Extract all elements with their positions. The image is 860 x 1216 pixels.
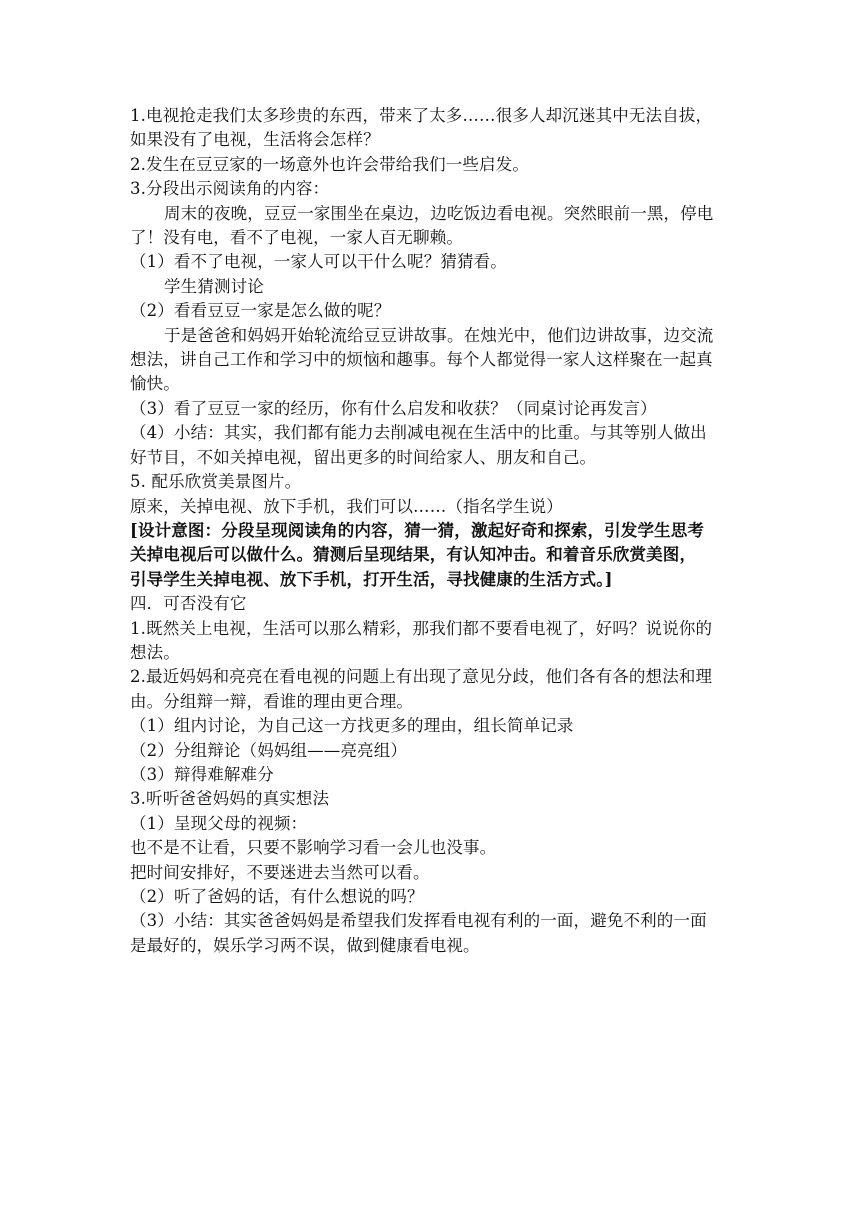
design-intent-line: 引导学生关掉电视、放下手机，打开生活，寻找健康的生活方式。] xyxy=(130,569,613,589)
text-line: （2）听了爸妈的话，有什么想说的吗？ xyxy=(130,887,424,906)
text-line: 周末的夜晚，豆豆一家围坐在桌边，边吃饭边看电视。突然眼前一黑，停电 xyxy=(164,203,714,223)
text-line: （2）分组辩论（妈妈组——亮亮组） xyxy=(130,740,408,760)
text-line: 想法。 xyxy=(130,642,180,662)
text-line: 想法，讲自己工作和学习中的烦恼和趣事。每个人都觉得一家人这样聚在一起真 xyxy=(130,350,713,370)
text-line: 5. 配乐欣赏美景图片。 xyxy=(130,472,302,492)
document-body xyxy=(130,104,740,958)
text-line: 是最好的，娱乐学习两不误，做到健康看电视。 xyxy=(130,935,480,955)
text-line: （2）看看豆豆一家是怎么做的呢？ xyxy=(130,301,391,321)
text-line: 四．可否没有它 xyxy=(130,594,247,614)
text-line: 好节目，不如关掉电视，留出更多的时间给家人、朋友和自己。 xyxy=(130,447,597,467)
text-line: 1.既然关上电视，生活可以那么精彩，那我们都不要看电视了，好吗？说说你的 xyxy=(130,618,713,638)
text-line: （4）小结：其实，我们都有能力去削减电视在生活中的比重。与其等别人做出 xyxy=(130,423,707,443)
text-line: 2.最近妈妈和亮亮在看电视的问题上有出现了意见分歧，他们各有各的想法和理 xyxy=(130,667,713,687)
text-line: 愉快。 xyxy=(130,374,180,394)
text-line: 如果没有了电视，生活将会怎样？ xyxy=(130,130,380,150)
text-line: 1.电视抢走我们太多珍贵的东西，带来了太多……很多人却沉迷其中无法自拔， xyxy=(130,106,713,125)
text-line: 学生猜测讨论 xyxy=(164,276,264,296)
text-line: （1）呈现父母的视频： xyxy=(130,813,308,833)
design-intent-line: [设计意图：分段呈现阅读角的内容，猜一猜，激起好奇和探索，引发学生思考 xyxy=(130,520,705,540)
text-line: 于是爸爸和妈妈开始轮流给豆豆讲故事。在烛光中，他们边讲故事，边交流 xyxy=(164,325,714,345)
text-line: 也不是不让看，只要不影响学习看一会儿也没事。 xyxy=(130,838,497,858)
text-line: 原来，关掉电视、放下手机，我们可以……（指名学生说） xyxy=(130,496,563,516)
text-line: 把时间安排好，不要迷进去当然可以看。 xyxy=(130,862,430,882)
text-line: 2.发生在豆豆家的一场意外也许会带给我们一些启发。 xyxy=(130,154,529,174)
text-line: 3.听听爸爸妈妈的真实想法 xyxy=(130,789,330,809)
text-line: （3）小结：其实爸爸妈妈是希望我们发挥看电视有利的一面，避免不利的一面 xyxy=(130,911,707,931)
text-line: 了！没有电，看不了电视，一家人百无聊赖。 xyxy=(130,228,463,248)
text-line: 由。分组辩一辩，看谁的理由更合理。 xyxy=(130,691,414,711)
text-line: （3）看了豆豆一家的经历，你有什么启发和收获？（同桌讨论再发言） xyxy=(130,398,657,418)
text-line: （1）组内讨论，为自己这一方找更多的理由，组长简单记录 xyxy=(130,716,574,736)
design-intent-line: 关掉电视后可以做什么。猜测后呈现结果，有认知冲击。和着音乐欣赏美图， xyxy=(130,545,697,565)
text-line: 3.分段出示阅读角的内容： xyxy=(130,179,330,199)
text-line: （1）看不了电视，一家人可以干什么呢？猜猜看。 xyxy=(130,252,507,272)
text-line: （3）辩得难解难分 xyxy=(130,764,274,784)
